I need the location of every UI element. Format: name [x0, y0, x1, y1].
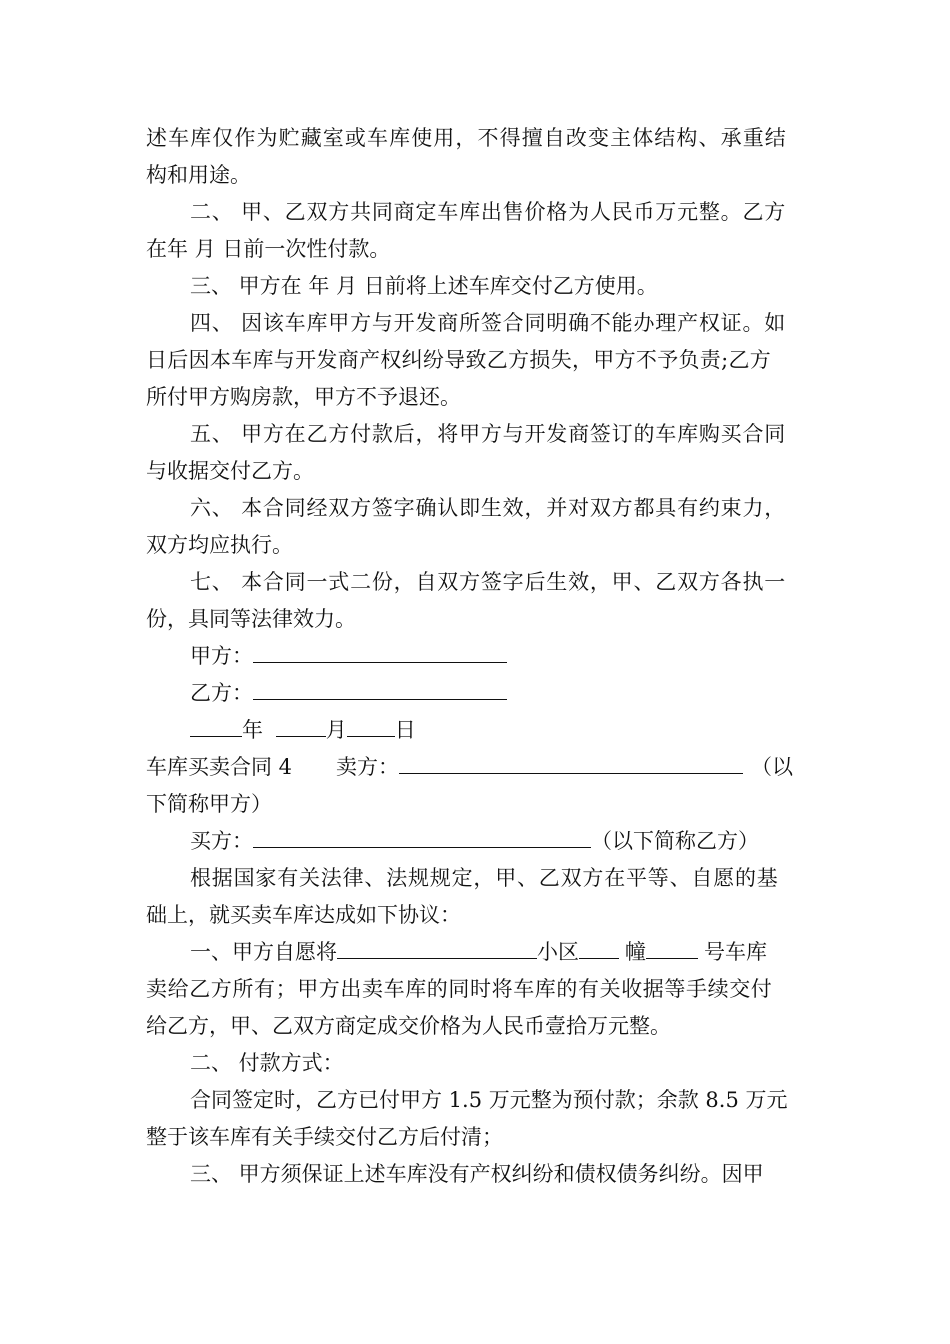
body-line: 础上，就买卖车库达成如下协议：	[146, 903, 461, 927]
article-1-text: 一、甲方自愿将	[190, 940, 337, 964]
body-line: 整于该车库有关手续交付乙方后付清；	[146, 1125, 503, 1149]
clause-5: 五、 甲方在乙方付款后，将甲方与开发商签订的车库购买合同	[190, 422, 787, 446]
building-label: 幢	[625, 940, 646, 964]
seller-label: 卖方：	[336, 755, 400, 779]
party-b-label: 乙方：	[190, 681, 253, 705]
clause-3: 三、 甲方在 年 月 日前将上述车库交付乙方使用。	[190, 274, 658, 298]
body-line: 双方均应执行。	[146, 533, 293, 557]
party-b-signature-line	[190, 679, 852, 707]
article-1	[190, 938, 808, 966]
date-line	[190, 716, 852, 744]
garage-number-blank	[646, 938, 698, 959]
month-label: 月	[325, 718, 347, 742]
buyer-suffix: （以下简称乙方）	[591, 829, 759, 853]
body-line: 卖给乙方所有；甲方出卖车库的同时将车库的有关收据等手续交付	[146, 977, 773, 1001]
party-a-blank	[253, 642, 507, 663]
article-2: 二、 付款方式：	[190, 1051, 344, 1075]
month-blank	[276, 716, 326, 737]
clause-4: 四、 因该车库甲方与开发商所签合同明确不能办理产权证。如	[190, 311, 787, 335]
body-line: 所付甲方购房款，甲方不予退还。	[146, 385, 461, 409]
community-blank	[337, 938, 537, 959]
clause-2: 二、 甲、乙双方共同商定车库出售价格为人民币万元整。乙方	[190, 200, 787, 224]
seller-blank	[399, 753, 743, 774]
payment-line: 合同签定时，乙方已付甲方 1.5 万元整为预付款；余款 8.5 万元	[190, 1088, 788, 1112]
preamble: 根据国家有关法律、法规规定，甲、乙双方在平等、自愿的基	[190, 866, 779, 890]
party-b-blank	[253, 679, 507, 700]
body-line: 与收据交付乙方。	[146, 459, 314, 483]
year-label: 年	[242, 718, 263, 742]
buyer-blank	[253, 827, 591, 848]
body-line: 下简称甲方）	[146, 792, 272, 816]
clause-6: 六、 本合同经双方签字确认即生效，并对双方都具有约束力，	[190, 496, 787, 520]
building-blank	[579, 938, 619, 959]
contract-4-header	[146, 753, 808, 781]
garage-label: 号车库	[704, 940, 767, 964]
community-label: 小区	[537, 940, 579, 964]
body-line: 日后因本车库与开发商产权纠纷导致乙方损失，甲方不予负责;乙方	[146, 348, 772, 372]
day-label: 日	[394, 718, 416, 742]
party-a-signature-line	[190, 642, 852, 670]
body-line: 述车库仅作为贮藏室或车库使用，不得擅自改变主体结构、承重结	[146, 126, 787, 150]
year-blank	[190, 716, 242, 737]
body-line: 在年 月 日前一次性付款。	[146, 237, 391, 261]
clause-7: 七、 本合同一式二份，自双方签字后生效，甲、乙双方各执一	[190, 570, 787, 594]
buyer-label: 买方：	[190, 829, 253, 853]
party-a-label: 甲方：	[190, 644, 253, 668]
body-line: 份，具同等法律效力。	[146, 607, 356, 631]
article-3: 三、 甲方须保证上述车库没有产权纠纷和债权债务纠纷。因甲	[190, 1162, 764, 1186]
seller-suffix: （以	[751, 755, 794, 779]
day-blank	[347, 716, 395, 737]
buyer-line	[190, 827, 852, 855]
contract-title: 车库买卖合同 4	[146, 755, 293, 779]
body-line: 给乙方，甲、乙双方商定成交价格为人民币壹拾万元整。	[146, 1014, 671, 1038]
body-line: 构和用途。	[146, 163, 251, 187]
